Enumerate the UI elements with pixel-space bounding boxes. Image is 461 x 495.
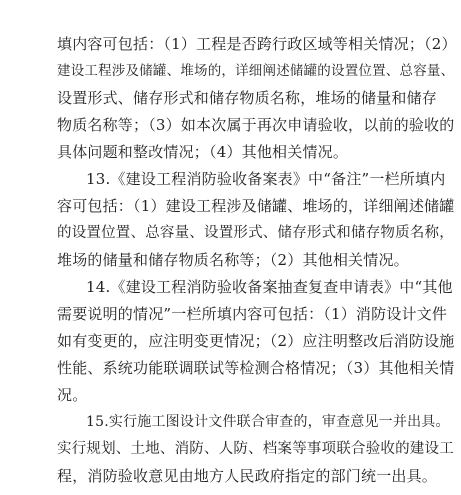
text-line: 容可包括：（1）建设工程涉及储罐、堆场的，详细阐述储罐 xyxy=(57,197,455,215)
text-line: 设置形式、储存形式和储存物质名称，堆场的储量和储存 xyxy=(57,89,438,107)
text-line: 实行规划、土地、消防、人防、档案等事项联合验收的建设工 xyxy=(57,441,454,457)
paragraph-13-first-line: 13.《建设工程消防验收备案表》中“备注”一栏所填内 xyxy=(86,170,446,188)
text-line: 性能、系统功能联调联试等检测合格情况；（3）其他相关情 xyxy=(57,359,455,377)
text-line: 如有变更的，应注明变更情况；（2）应注明整改后消防设施 xyxy=(57,332,455,350)
text-line: 需要说明的情况”一栏所填内容可包括：（1）消防设计文件 xyxy=(57,305,448,323)
text-line: 况。 xyxy=(57,386,88,404)
paragraph-14-first-line: 14.《建设工程消防验收备案抽查复查申请表》中“其他 xyxy=(86,278,453,296)
text-line: 填内容可包括：（1）工程是否跨行政区域等相关情况；（2） xyxy=(57,35,457,53)
text-line: 建设工程涉及储罐、堆场的，详细阐述储罐的设置位置、总容量、 xyxy=(57,63,455,79)
text-line: 堆场的储量和储存物质名称等；（2）其他相关情况。 xyxy=(57,251,409,269)
text-line: 程，消防验收意见由地方人民政府指定的部门统一出具。 xyxy=(57,467,438,485)
text-line: 物质名称等；（3）如本次属于再次申请验收，以前的验收的 xyxy=(57,116,455,134)
text-line: 具体问题和整改情况；（4）其他相关情况。 xyxy=(57,143,349,161)
text-line: 的设置位置、总容量、设置形式、储存形式和储存物质名称， xyxy=(57,225,454,241)
paragraph-15-first-line: 15.实行施工图设计文件联合审查的，审查意见一并出具。 xyxy=(86,414,450,430)
